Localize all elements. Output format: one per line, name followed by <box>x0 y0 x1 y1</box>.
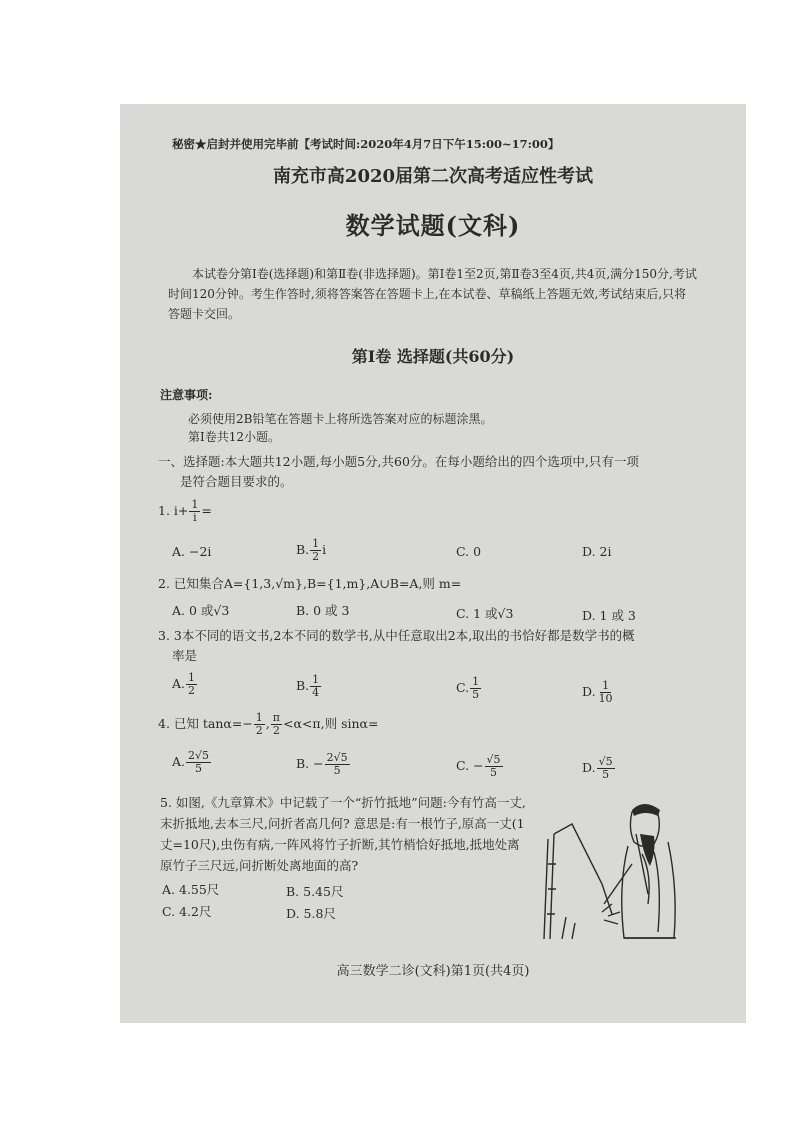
q4-option-d: D. $\frac{√5}{5}$ <box>582 755 613 781</box>
question-3: 3. 3本不同的语文书,2本不同的数学书,从中任意取出2本,取出的书恰好都是数学书的概 <box>158 628 635 643</box>
q1-lead: 1. i+ <box>158 503 189 518</box>
note-1: 必须使用2B铅笔在答题卡上将所选答案对应的标题涂黑。 <box>188 412 493 426</box>
q1-option-d: D. 2i <box>582 544 612 559</box>
q2-option-d: D. 1 或 3 <box>582 608 636 623</box>
q2-option-a: A. 0 或√3 <box>172 603 230 618</box>
notes-heading: 注意事项: <box>160 388 213 402</box>
exam-title: 南充市高2020届第二次高考适应性考试 <box>272 166 594 187</box>
subject-title: 数学试题(文科) <box>345 211 521 240</box>
section-title: 第Ⅰ卷 选择题(共60分) <box>351 347 515 366</box>
broken-bamboo-illustration <box>532 794 692 944</box>
note-2: 第Ⅰ卷共12小题。 <box>188 430 281 444</box>
q5-option-c: C. 4.2尺 <box>162 904 212 919</box>
page-footer: 高三数学二诊(文科)第1页(共4页) <box>336 964 530 979</box>
q1-option-b: B. $\frac{1}{2}$ i <box>296 537 327 563</box>
question-3-line2: 率是 <box>172 648 198 663</box>
part-label: 一、选择题: <box>158 454 225 469</box>
question-5: 5. 如图,《九章算术》中记载了一个“折竹抵地”问题:今有竹高一丈,末折抵地,去本三尺,问折者高几何? 意思是:有一根竹子,原高一丈(1丈=10尺),虫伤有病,一阵风将竹子折断,其竹梢恰好抵地,抵地处离原竹子三尺远,问折断处离地面的高? <box>160 795 526 873</box>
q5-option-b: B. 5.45尺 <box>286 884 344 899</box>
q2-option-c: C. 1 或√3 <box>456 606 514 621</box>
q1-fraction: $\frac{1}{i}$ <box>191 498 199 524</box>
question-1 <box>158 499 212 524</box>
q3-option-d: D. $\frac{1}{10}$ <box>582 679 613 705</box>
q3-option-a: A. $\frac{1}{2}$ <box>172 671 196 697</box>
bamboo-stalk <box>550 834 554 939</box>
part-instructions <box>158 452 713 492</box>
part-text-2: 是符合题目要求的。 <box>180 474 293 489</box>
question-2: 2. 已知集合A={1,3,√m},B={1,m},A∪B=A,则 m= <box>158 576 462 591</box>
part-text: 本大题共12小题,每小题5分,共60分。在每小题给出的四个选项中,只有一项 <box>224 454 639 469</box>
q4-option-c: C. − $\frac{√5}{5}$ <box>456 753 501 779</box>
q1-tail: = <box>201 503 212 518</box>
q2-option-b: B. 0 或 3 <box>296 603 350 618</box>
q3-option-c: C. $\frac{1}{5}$ <box>456 675 480 701</box>
question-4: 4. 已知 tanα=− $\frac{1}{2}$ , $\frac{\pi}{2}$ <α<π,则 sinα= <box>158 711 379 737</box>
exam-instructions: 本试卷分第Ⅰ卷(选择题)和第Ⅱ卷(非选择题)。第Ⅰ卷1至2页,第Ⅱ卷3至4页,共4页,满分150分,考试时间120分钟。考生作答时,须将答案答在答题卡上,在本试卷、草稿纸上答题无效,考试结束后,只将答题卡交回。 <box>168 267 697 321</box>
q1-option-c: C. 0 <box>456 544 482 559</box>
q4-option-b: B. − $\frac{2√5}{5}$ <box>296 751 348 777</box>
q3-option-b: B. $\frac{1}{4}$ <box>296 673 320 699</box>
q5-option-a: A. 4.55尺 <box>162 882 220 897</box>
q1-option-a: A. −2i <box>172 544 212 559</box>
confidential-line: 秘密★启封并使用完毕前【考试时间:2020年4月7日下午15:00~17:00】 <box>172 137 560 151</box>
q4-option-a: A. $\frac{2√5}{5}$ <box>172 749 210 775</box>
bamboo-broken-top <box>554 824 612 914</box>
q5-option-d: D. 5.8尺 <box>286 906 336 921</box>
exam-page <box>120 104 746 1023</box>
